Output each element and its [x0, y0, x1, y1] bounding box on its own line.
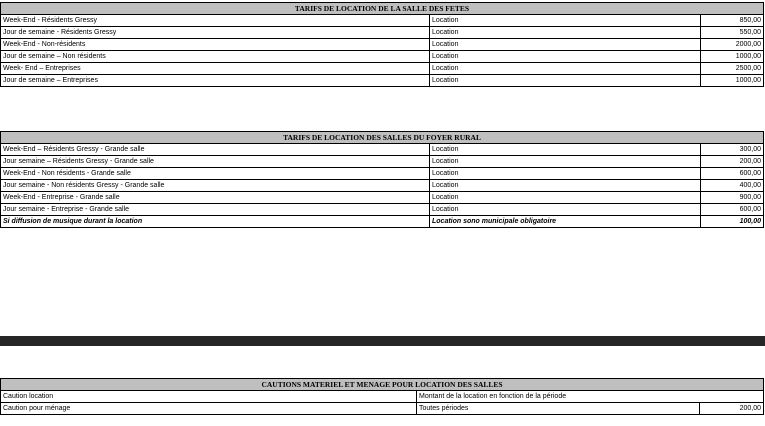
table-title: TARIFS DE LOCATION DES SALLES DU FOYER RURAL	[1, 132, 764, 144]
row-type: Location	[430, 39, 701, 51]
row-price: 850,00	[701, 15, 764, 27]
table-row	[1, 39, 764, 51]
table-row	[1, 63, 764, 75]
row-price: 2000,00	[701, 39, 764, 51]
foyer-rural-table	[0, 131, 764, 228]
table-row	[1, 15, 764, 27]
salle-des-fetes-table	[0, 2, 764, 87]
row-type: Location sono municipale obligatoire	[430, 216, 701, 228]
row-price: 1000,00	[701, 51, 764, 63]
row-label: Jour de semaine – Non résidents	[1, 51, 430, 63]
row-type: Location	[430, 204, 701, 216]
table-row	[1, 403, 764, 415]
row-type: Location	[430, 15, 701, 27]
row-price: 900,00	[701, 192, 764, 204]
table-row	[1, 156, 764, 168]
row-type: Toutes périodes	[417, 403, 700, 415]
table-row	[1, 391, 764, 403]
row-type: Location	[430, 63, 701, 75]
table-title: CAUTIONS MATERIEL ET MENAGE POUR LOCATION DES SALLES	[1, 379, 764, 391]
row-label: Jour semaine - Non résidents Gressy - Grande salle	[1, 180, 430, 192]
table-row	[1, 75, 764, 87]
row-label: Caution pour ménage	[1, 403, 417, 415]
row-label: Jour de semaine – Entreprises	[1, 75, 430, 87]
row-type: Location	[430, 180, 701, 192]
table-row	[1, 192, 764, 204]
row-label: Jour semaine – Résidents Gressy - Grande salle	[1, 156, 430, 168]
row-price: 600,00	[701, 204, 764, 216]
row-label: Week-End - Non-résidents	[1, 39, 430, 51]
row-price: 200,00	[701, 156, 764, 168]
row-label: Caution location	[1, 391, 417, 403]
row-price: 100,00	[701, 216, 764, 228]
row-price: 550,00	[701, 27, 764, 39]
row-label: Jour semaine - Entreprise - Grande salle	[1, 204, 430, 216]
table-row	[1, 180, 764, 192]
row-label: Week-End - Entreprise - Grande salle	[1, 192, 430, 204]
row-type: Location	[430, 144, 701, 156]
table-title: TARIFS DE LOCATION DE LA SALLE DES FETES	[1, 3, 764, 15]
row-label: Week-End - Non résidents - Grande salle	[1, 168, 430, 180]
row-type: Montant de la location en fonction de la période	[417, 391, 764, 403]
row-label: Jour de semaine - Résidents Gressy	[1, 27, 430, 39]
row-price: 600,00	[701, 168, 764, 180]
table-row	[1, 51, 764, 63]
row-label: Week-End – Résidents Gressy - Grande salle	[1, 144, 430, 156]
row-price: 200,00	[700, 403, 764, 415]
row-type: Location	[430, 168, 701, 180]
table-row	[1, 144, 764, 156]
row-price: 300,00	[701, 144, 764, 156]
row-type: Location	[430, 27, 701, 39]
row-type: Location	[430, 51, 701, 63]
cautions-table	[0, 378, 764, 415]
table-row	[1, 27, 764, 39]
table-row	[1, 204, 764, 216]
table-row	[1, 168, 764, 180]
table-row-emphasis	[1, 216, 764, 228]
row-type: Location	[430, 75, 701, 87]
row-label: Week- End – Entreprises	[1, 63, 430, 75]
dark-separator-band	[0, 336, 765, 346]
row-label: Si diffusion de musique durant la location	[1, 216, 430, 228]
row-type: Location	[430, 192, 701, 204]
row-price: 2500,00	[701, 63, 764, 75]
row-price: 400,00	[701, 180, 764, 192]
row-label: Week-End - Résidents Gressy	[1, 15, 430, 27]
row-price: 1000,00	[701, 75, 764, 87]
row-type: Location	[430, 156, 701, 168]
